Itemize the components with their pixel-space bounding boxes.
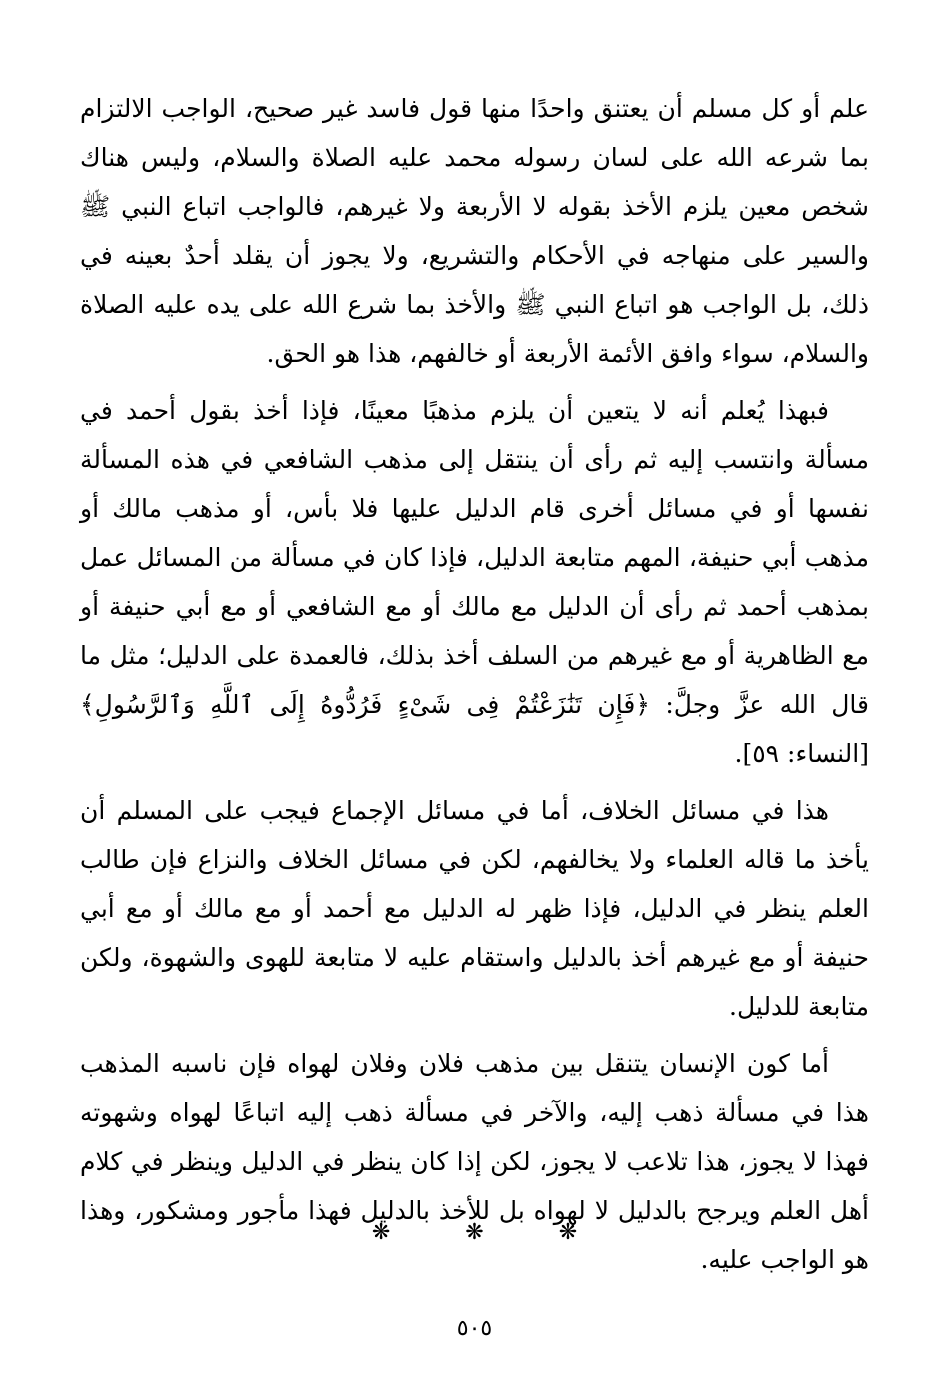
paragraph-1: علم أو كل مسلم أن يعتنق واحدًا منها قول فاسد غير صحيح، الواجب الالتزام بما شرعه الله على لسان رسوله محمد عليه الصلاة والسلام، وليس هناك شخص معين يلزم الأخذ بقوله لا الأربعة ولا غيرهم، فالواجب اتباع النبي ﷺ والسير على منهاجه في الأحكام والتشريع، ولا يجوز أن يقلد أحدٌ بعينه في ذلك، بل الواجب هو اتباع النبي ﷺ والأخذ بما شرع الله على يده عليه الصلاة والسلام، سواء وافق الأئمة الأربعة أو خالفهم، هذا هو الحق. xyxy=(80,94,869,368)
page-number: ٥٠٥ xyxy=(456,1316,493,1341)
asterism-ornament-icon: ❋ xyxy=(558,1220,578,1245)
section-divider xyxy=(0,1220,949,1245)
paragraph-3: هذا في مسائل الخلاف، أما في مسائل الإجماع فيجب على المسلم أن يأخذ ما قاله العلماء ولا يخالفهم، لكن في مسائل الخلاف والنزاع فإن طالب العلم ينظر في الدليل، فإذا ظهر له الدليل مع أحمد أو مع مالك أو مع أبي حنيفة أو مع غيرهم أخذ بالدليل واستقام عليه لا متابعة للهوى والشهوة، ولكن متابعة للدليل. xyxy=(80,796,869,1021)
paragraph-4: أما كون الإنسان يتنقل بين مذهب فلان وفلان لهواه فإن ناسبه المذهب هذا في مسألة ذهب إليه، والآخر في مسألة ذهب إليه اتباعًا لهواه وشهوته فهذا لا يجوز، هذا تلاعب لا يجوز، لكن إذا كان ينظر في الدليل وينظر في كلام أهل العلم ويرجح بالدليل لا لهواه بل للأخذ بالدليل فهذا مأجور ومشكور، وهذا هو الواجب عليه. xyxy=(80,1049,869,1274)
asterism-ornament-icon: ❋ xyxy=(465,1220,484,1245)
paragraph-2: فبهذا يُعلم أنه لا يتعين أن يلزم مذهبًا معينًا، فإذا أخذ بقول أحمد في مسألة وانتسب إليه ثم رأى أن ينتقل إلى مذهب الشافعي في هذه المسألة نفسها أو في مسائل أخرى قام الدليل عليها فلا بأس، أو مذهب مالك أو مذهب أبي حنيفة، المهم متابعة الدليل، فإذا كان في مسألة من المسائل عمل بمذهب أحمد ثم رأى أن الدليل مع مالك أو مع الشافعي أو مع أبي حنيفة أو مع الظاهرية أو مع غيرهم من السلف أخذ بذلك، فالعمدة على الدليل؛ مثل ما قال الله عزَّ وجلَّ: ﴿فَإِن تَنَٰزَعْتُمْ فِى شَىْءٍ فَرُدُّوهُ إِلَى ٱللَّهِ وَٱلرَّسُولِ﴾ [النساء: ٥٩]. xyxy=(80,396,869,768)
page-body xyxy=(80,84,869,1292)
asterism-ornament-icon: ❋ xyxy=(371,1220,391,1245)
